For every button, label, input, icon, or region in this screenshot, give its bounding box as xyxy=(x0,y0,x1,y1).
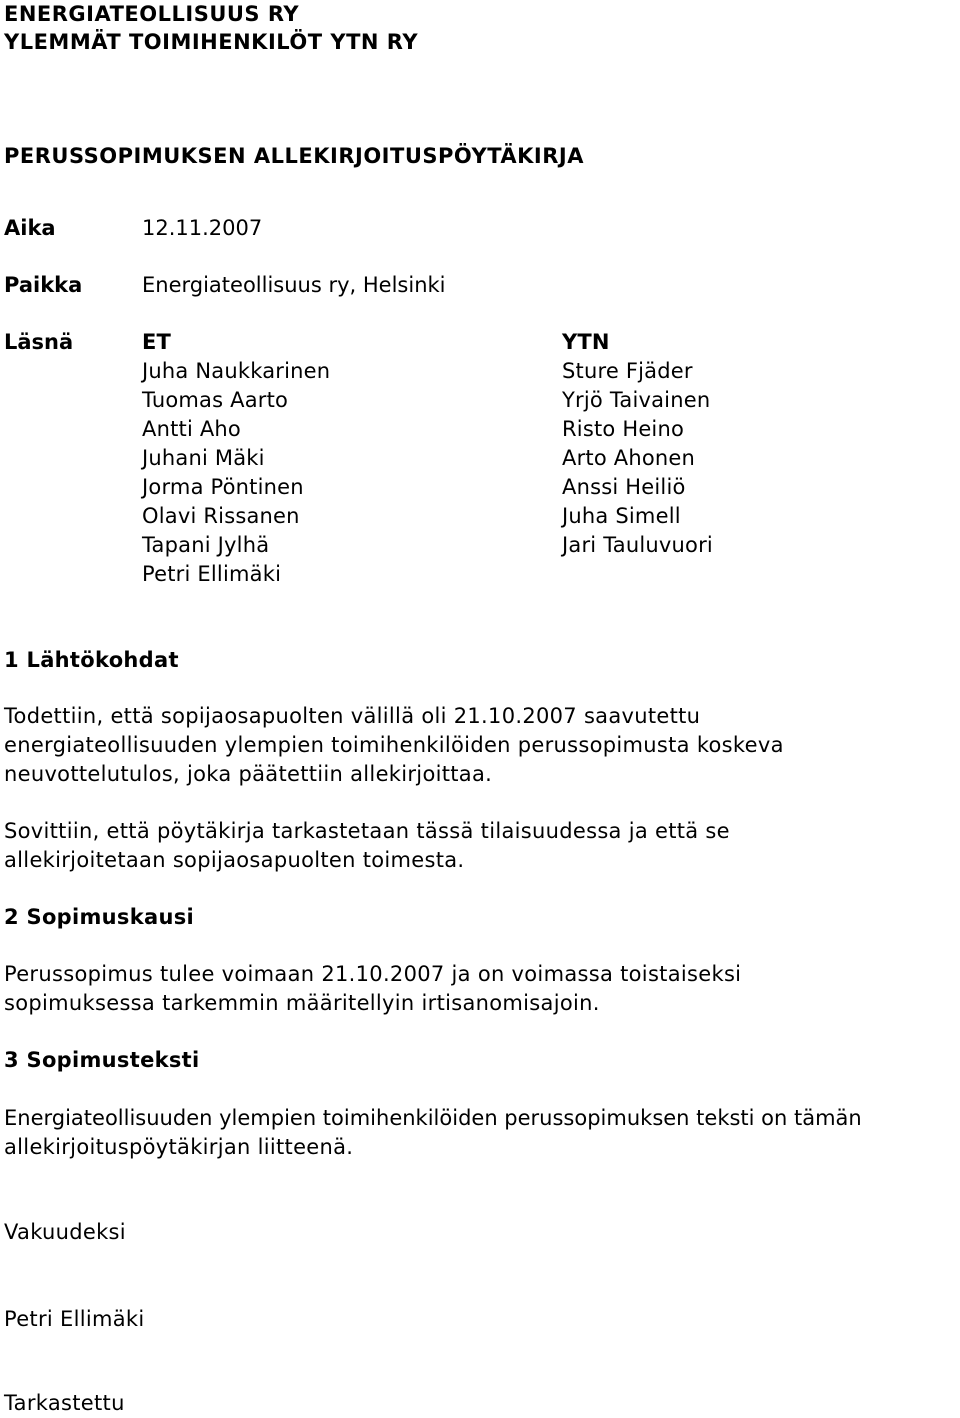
section-1-paragraph-1-line: energiateollisuuden ylempien toimihenkilöiden perussopimusta koskeva xyxy=(4,733,784,757)
place-value: Energiateollisuus ry, Helsinki xyxy=(142,273,446,297)
et-attendee: Olavi Rissanen xyxy=(142,504,300,528)
et-attendee: Antti Aho xyxy=(142,417,241,441)
ytn-attendee: Arto Ahonen xyxy=(562,446,696,470)
section-1-paragraph-2-line: allekirjoitetaan sopijaosapuolten toimesta. xyxy=(4,848,465,872)
ytn-attendee: Risto Heino xyxy=(562,417,685,441)
ytn-attendee: Yrjö Taivainen xyxy=(562,388,711,412)
certify-label: Vakuudeksi xyxy=(4,1220,126,1244)
present-label: Läsnä xyxy=(4,330,74,354)
ytn-attendee: Jari Tauluvuori xyxy=(562,533,713,557)
et-attendee: Petri Ellimäki xyxy=(142,562,282,586)
et-heading: ET xyxy=(142,330,172,354)
place-label: Paikka xyxy=(4,273,83,297)
section-3-paragraph-line: Energiateollisuuden ylempien toimihenkilöiden perussopimuksen teksti on tämän xyxy=(4,1106,862,1130)
et-attendee: Tapani Jylhä xyxy=(142,533,270,557)
checked-label: Tarkastettu xyxy=(4,1391,125,1415)
section-3-paragraph-line: allekirjoituspöytäkirjan liitteenä. xyxy=(4,1135,354,1159)
et-attendee: Jorma Pöntinen xyxy=(142,475,304,499)
et-attendee: Juhani Mäki xyxy=(142,446,265,470)
section-2-paragraph-line: sopimuksessa tarkemmin määritellyin irtisanomisajoin. xyxy=(4,991,600,1015)
section-1-heading: 1 Lähtökohdat xyxy=(4,648,179,672)
et-attendee: Tuomas Aarto xyxy=(142,388,289,412)
section-3-heading: 3 Sopimusteksti xyxy=(4,1048,200,1072)
section-2-heading: 2 Sopimuskausi xyxy=(4,905,195,929)
section-1-paragraph-1-line: Todettiin, että sopijaosapuolten välillä oli 21.10.2007 saavutettu xyxy=(4,704,701,728)
time-label: Aika xyxy=(4,216,56,240)
ytn-attendee: Juha Simell xyxy=(562,504,681,528)
time-value: 12.11.2007 xyxy=(142,216,263,240)
et-attendee: Juha Naukkarinen xyxy=(142,359,331,383)
ytn-attendee: Anssi Heiliö xyxy=(562,475,686,499)
ytn-attendee: Sture Fjäder xyxy=(562,359,693,383)
section-1-paragraph-2-line: Sovittiin, että pöytäkirja tarkastetaan tässä tilaisuudessa ja että se xyxy=(4,819,730,843)
ytn-heading: YTN xyxy=(562,330,610,354)
document-title: PERUSSOPIMUKSEN ALLEKIRJOITUSPÖYTÄKIRJA xyxy=(4,144,584,168)
org-name-ytn: YLEMMÄT TOIMIHENKILÖT YTN RY xyxy=(4,30,419,54)
section-2-paragraph-line: Perussopimus tulee voimaan 21.10.2007 ja on voimassa toistaiseksi xyxy=(4,962,742,986)
org-name-energiateollisuus: ENERGIATEOLLISUUS RY xyxy=(4,2,300,26)
section-1-paragraph-1-line: neuvottelutulos, joka päätettiin allekirjoittaa. xyxy=(4,762,493,786)
signer-name: Petri Ellimäki xyxy=(4,1307,145,1331)
